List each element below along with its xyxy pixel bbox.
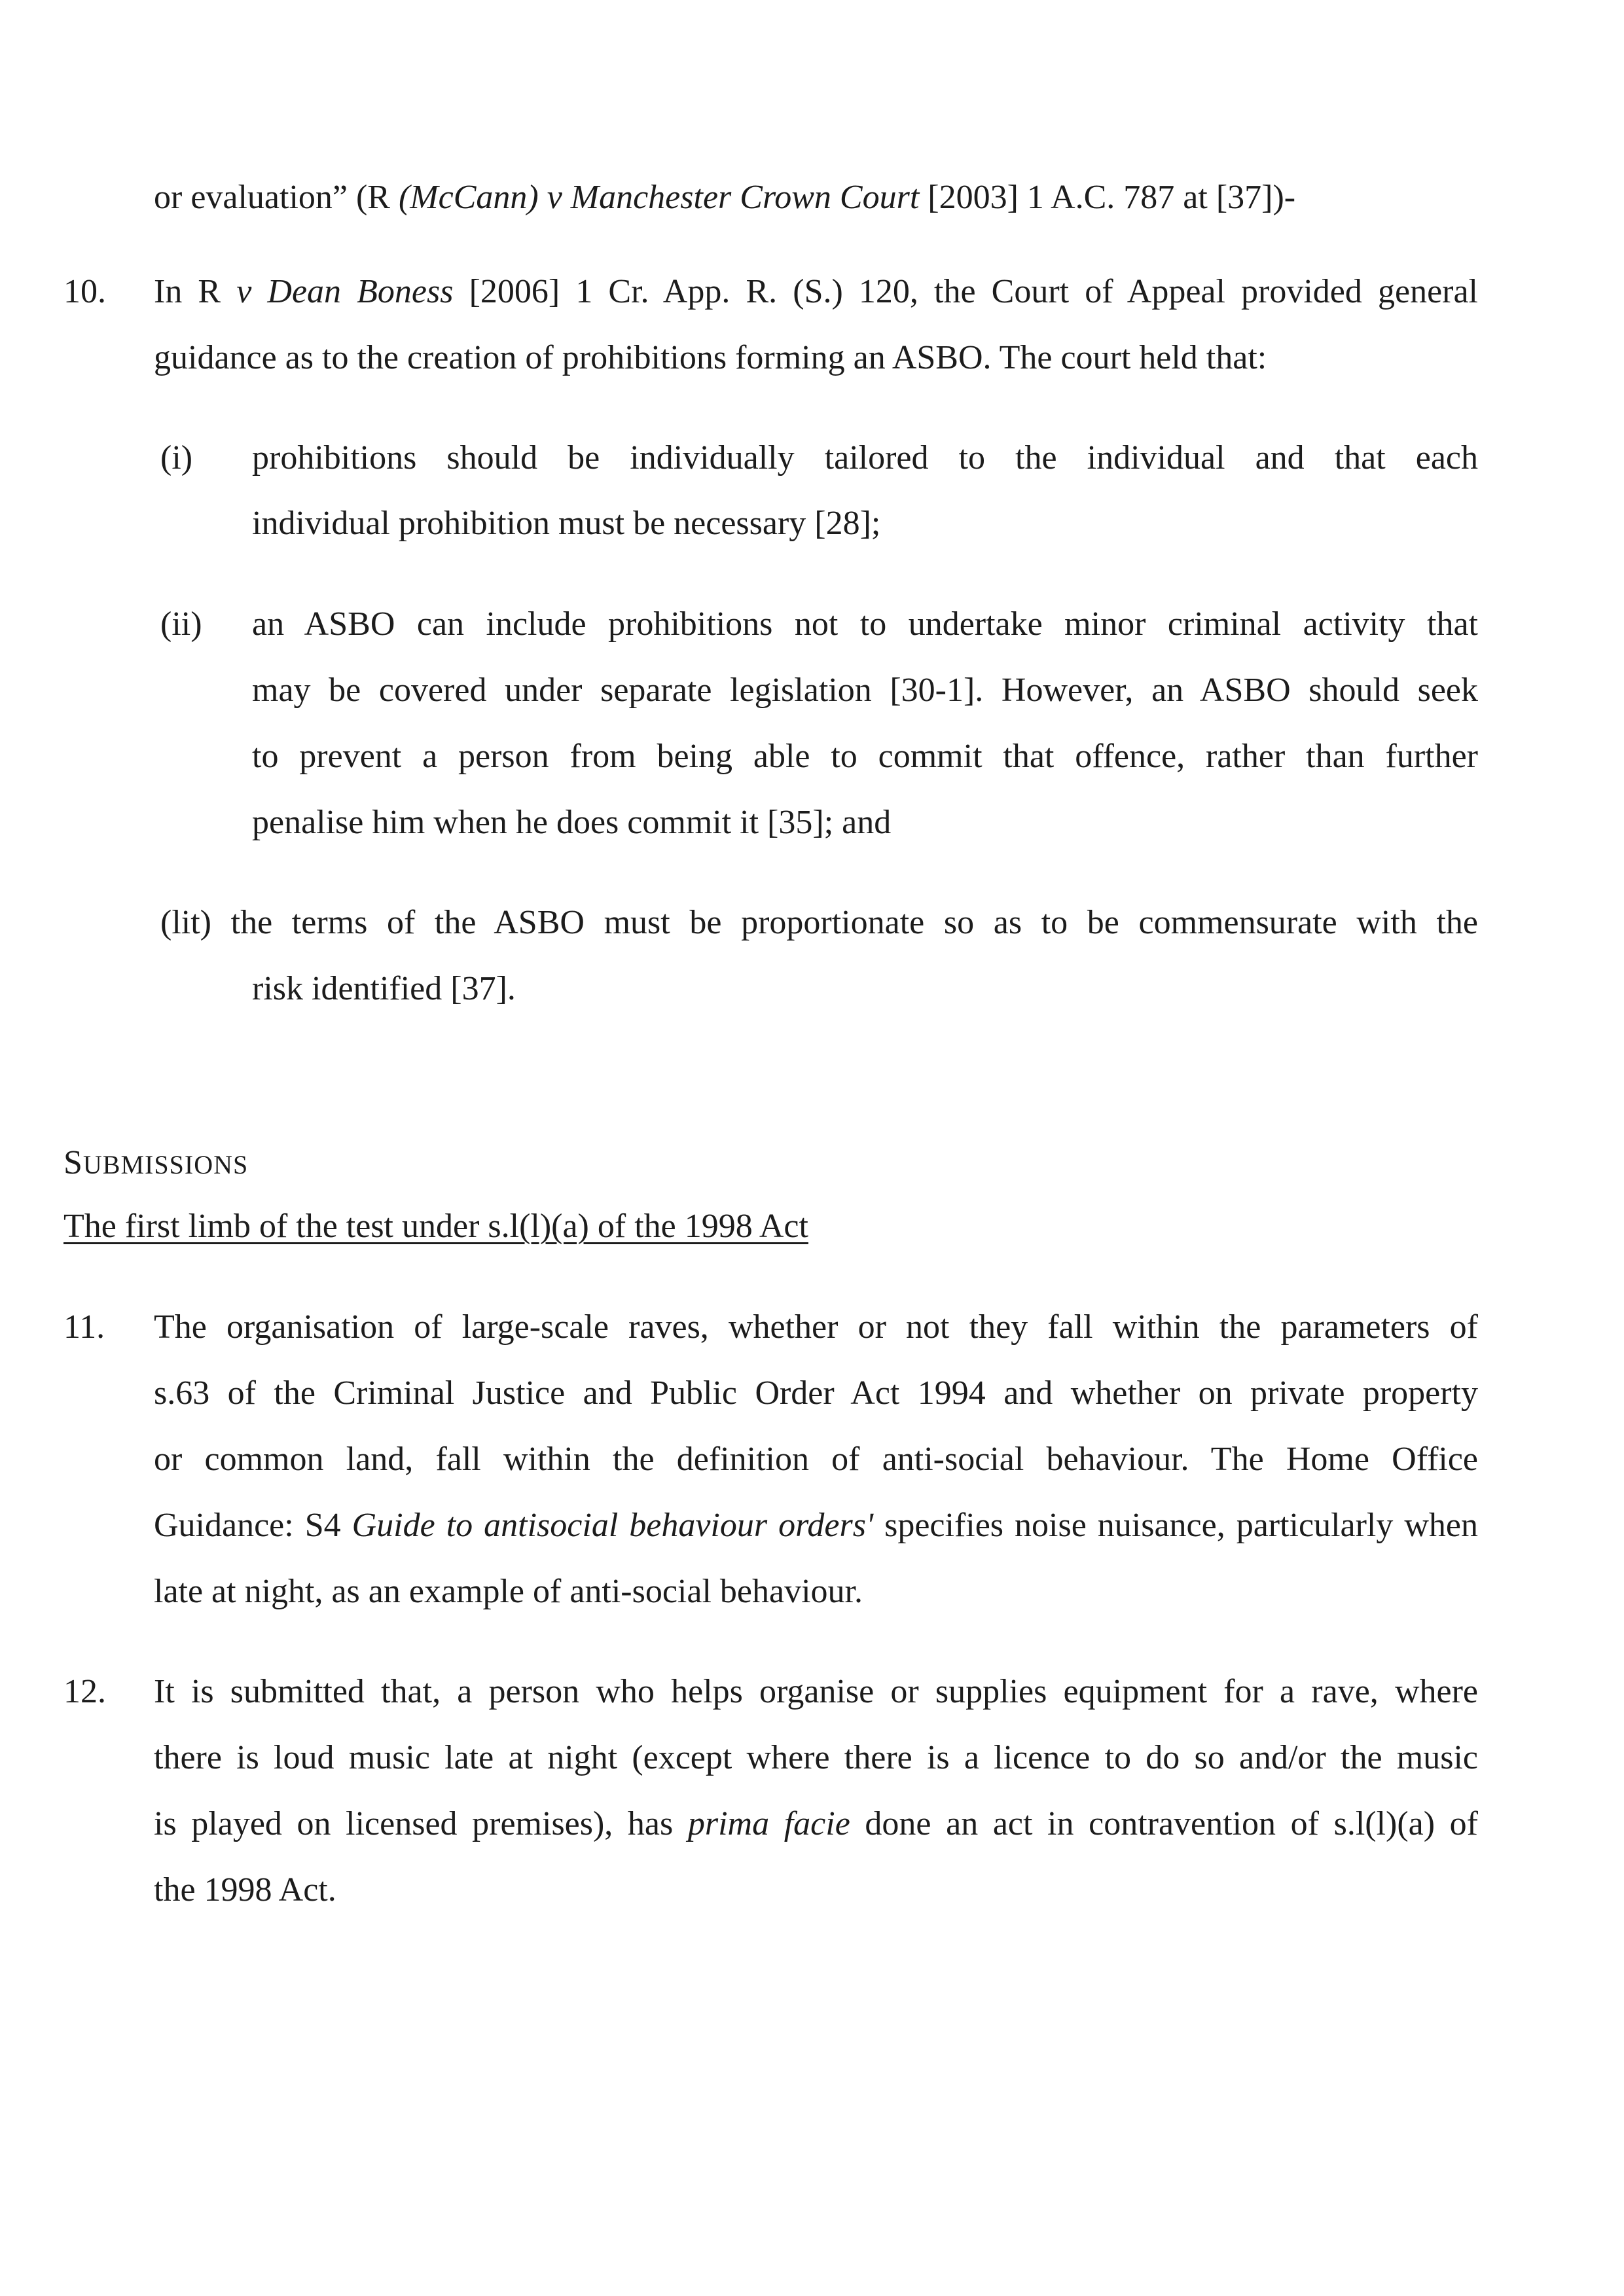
subheading: The first limb of the test under s.l(l)(a) of the 1998 Act <box>63 1208 808 1245</box>
para11-guide-title: Guide to antisocial behaviour orders' <box>352 1507 874 1544</box>
para12-line-1: It is submitted that, a person who helps organise or supplies equipment for a rave, where <box>154 1673 1478 1710</box>
section-heading-initial: S <box>63 1144 83 1181</box>
para11-line4-pre: Guidance: S4 <box>154 1507 352 1544</box>
item-iii-line-2: risk identified [37]. <box>252 970 516 1007</box>
item-ii-line-3: to prevent a person from being able to commit that offence, rather than further <box>252 738 1478 775</box>
para9-case-name: (McCann) v Manchester Crown Court <box>398 179 920 216</box>
para12-prima-facie: prima facie <box>687 1805 850 1842</box>
para10-line1-post: [2006] 1 Cr. App. R. (S.) 120, the Court of Appeal provided general <box>453 273 1478 310</box>
para11-line-2: s.63 of the Criminal Justice and Public Order Act 1994 and whether on private property <box>154 1374 1478 1412</box>
section-heading-rest: UBMISSIONS <box>82 1150 249 1179</box>
item-ii-marker: (ii) <box>160 605 202 643</box>
para10-line-2: guidance as to the creation of prohibitions forming an ASBO. The court held that: <box>154 339 1267 376</box>
para12-line3-post: done an act in contravention of s.l(l)(a) of <box>850 1805 1478 1842</box>
para12-number: 12. <box>63 1673 106 1710</box>
para10-line-1 <box>154 272 1478 312</box>
para11-number: 11. <box>63 1308 105 1346</box>
para11-line-3: or common land, fall within the definition of anti-social behaviour. The Home Office <box>154 1441 1478 1478</box>
section-heading <box>63 1143 248 1185</box>
para12-line-3 <box>154 1804 1478 1844</box>
para11-line4-post: specifies noise nuisance, particularly when <box>873 1507 1479 1544</box>
para12-line-2: there is loud music late at night (except where there is a licence to do so and/or the music <box>154 1739 1478 1776</box>
para11-line-1: The organisation of large-scale raves, whether or not they fall within the parameters of <box>154 1308 1478 1346</box>
item-iii-line-1: (lit) the terms of the ASBO must be proportionate so as to be commensurate with the <box>160 904 1478 941</box>
item-i-marker: (i) <box>160 439 193 476</box>
para12-line3-pre: is played on licensed premises), has <box>154 1805 688 1842</box>
para9-tail-line <box>154 178 1295 217</box>
para9-tail-post: [2003] 1 A.C. 787 at [37])- <box>919 179 1296 216</box>
para9-tail-pre: or evaluation” (R <box>154 179 399 216</box>
item-ii-line-2: may be covered under separate legislation [30-1]. However, an ASBO should seek <box>252 672 1478 709</box>
item-i-line-2: individual prohibition must be necessary [28]; <box>252 505 881 542</box>
para10-number: 10. <box>63 273 106 310</box>
para11-line-5: late at night, as an example of anti-social behaviour. <box>154 1573 863 1610</box>
para11-line-4 <box>154 1506 1478 1545</box>
para10-line1-pre: In R <box>154 273 237 310</box>
item-ii-line-4: penalise him when he does commit it [35]; and <box>252 804 892 841</box>
item-ii-line-1: an ASBO can include prohibitions not to undertake minor criminal activity that <box>252 605 1478 643</box>
para10-case-name: v Dean Boness <box>236 273 454 310</box>
item-i-line-1: prohibitions should be individually tailored to the individual and that each <box>252 439 1478 476</box>
para12-line-4: the 1998 Act. <box>154 1871 336 1909</box>
